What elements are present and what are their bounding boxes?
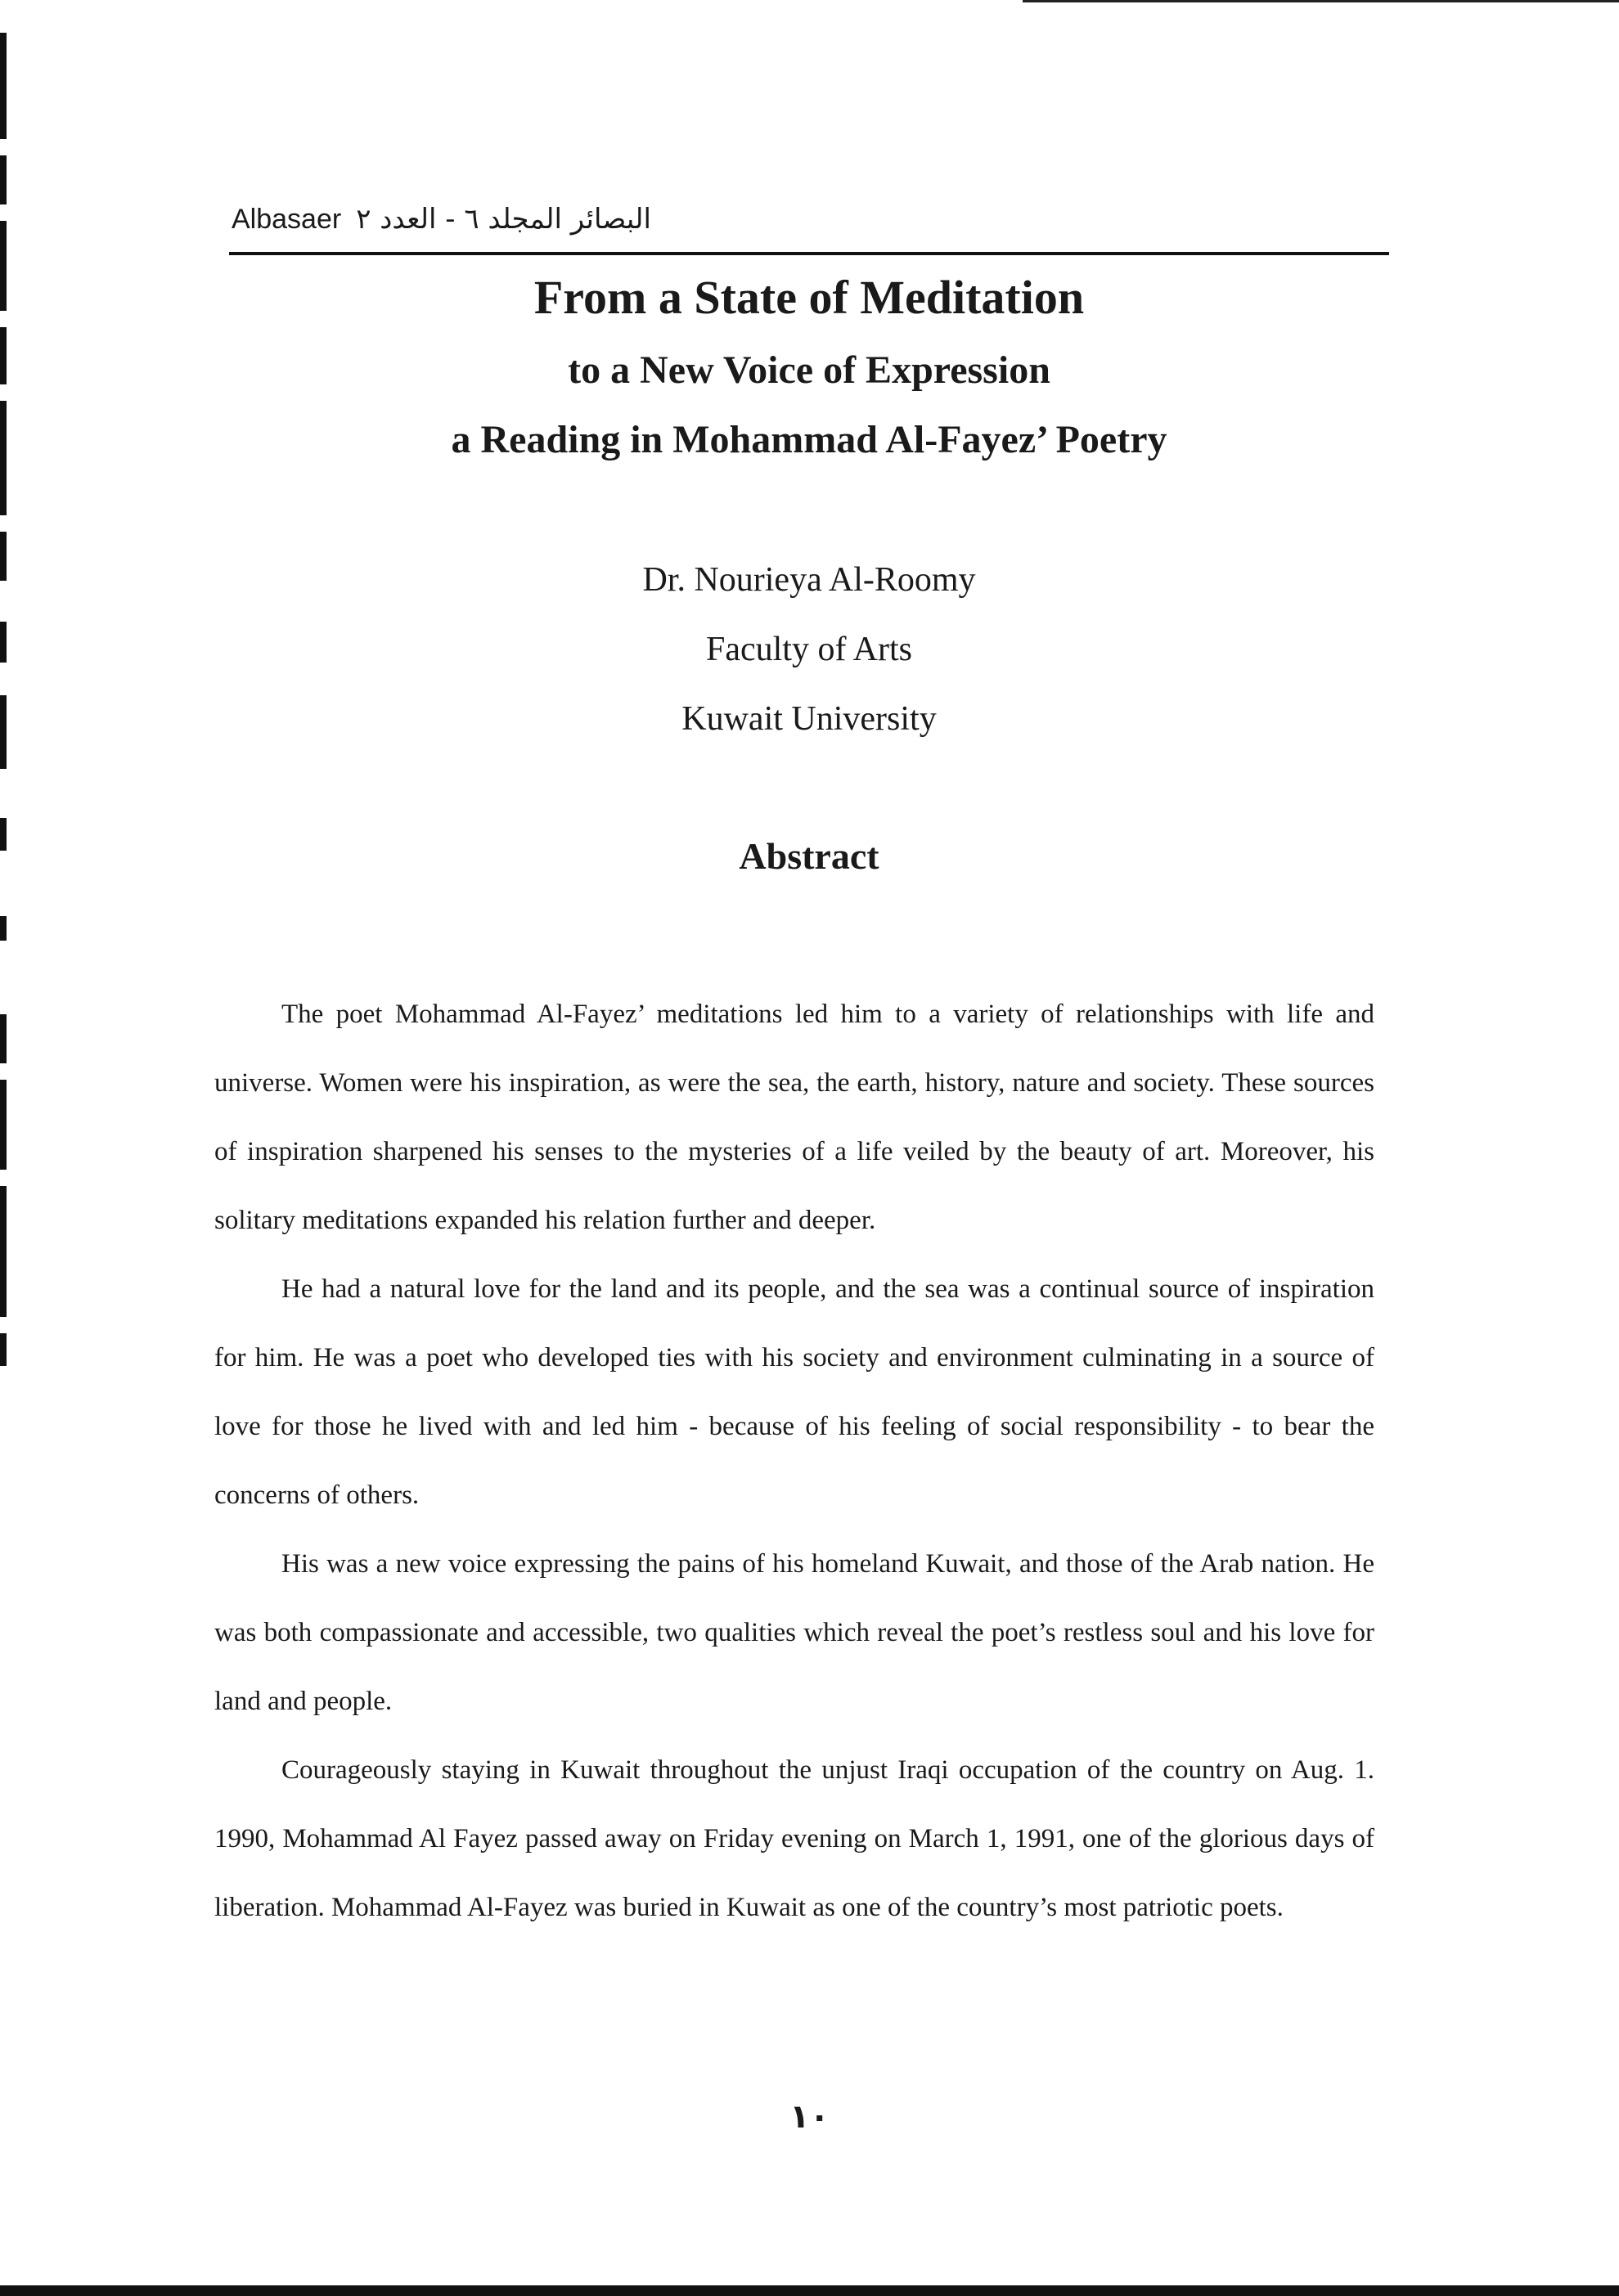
scan-top-rule [1023, 0, 1619, 2]
title-line-2: to a New Voice of Expression [568, 348, 1050, 392]
running-head [232, 186, 1387, 236]
abstract-body [214, 980, 1374, 1942]
scan-left-edge [0, 0, 11, 1407]
author-university: Kuwait University [681, 700, 937, 738]
title-line-3: a Reading in Mohammad Al-Fayez’ Poetry [451, 418, 1167, 461]
journal-name: Albasaer [232, 204, 342, 235]
scan-bottom-rule [0, 2285, 1619, 2296]
journal-volume-arabic: البصائر المجلد ٦ - العدد ٢ [356, 203, 651, 236]
header-rule [229, 252, 1389, 255]
abstract-paragraph: He had a natural love for the land and its people, and the sea was a continual source of inspiration for him. He was a poet who developed ties with his society and environment culminating in a source of love for those he lived with and led him - because of his feeling of social responsibility - to bear the concerns of others. [214, 1274, 1374, 1510]
abstract-paragraph: His was a new voice expressing the pains of his homeland Kuwait, and those of the Arab nation. He was both compassionate and accessible, two qualities which reveal the poet’s restless soul and his love for land and people. [214, 1549, 1374, 1716]
abstract-paragraph: Courageously staying in Kuwait throughout the unjust Iraqi occupation of the country on Aug. 1. 1990, Mohammad Al Fayez passed away on Friday evening on March 1, 1991, one of the glorious days of liberation. Mohammad Al-Fayez was buried in Kuwait as one of the country’s most patriotic poets. [214, 1755, 1374, 1922]
title-line-1: From a State of Meditation [533, 271, 1085, 324]
page-number: ١٠ [789, 2098, 830, 2136]
author-name: Dr. Nourieya Al-Roomy [642, 561, 976, 599]
abstract-heading: Abstract [739, 835, 879, 877]
abstract-paragraph: The poet Mohammad Al-Fayez’ meditations led him to a variety of relationships with life and universe. Women were his inspiration, as were the sea, the earth, history, nature and society. These sources of inspiration sharpened his senses to the mysteries of a life veiled by the beauty of art. Moreover, his solitary meditations expanded his relation further and deeper. [214, 1000, 1374, 1235]
author-faculty: Faculty of Arts [706, 631, 912, 668]
